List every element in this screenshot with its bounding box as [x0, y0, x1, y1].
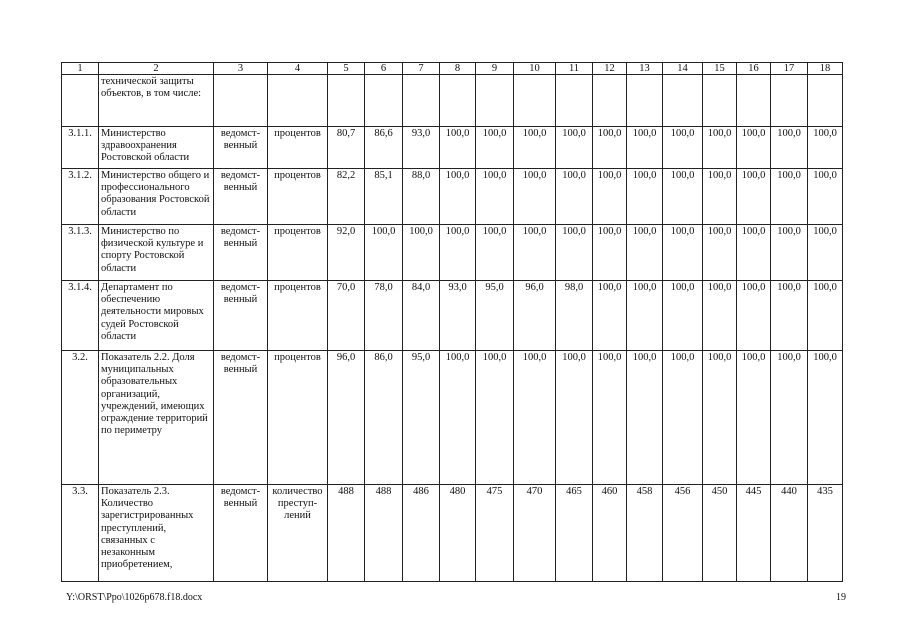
value-cell: 82,2 [328, 169, 365, 225]
indicators-table [61, 62, 843, 582]
column-number-header: 8 [440, 63, 476, 75]
value-cell: 100,0 [703, 281, 737, 351]
value-cell: 100,0 [514, 225, 556, 281]
value-cell: 100,0 [663, 127, 703, 169]
value-cell: 488 [328, 485, 365, 582]
value-cell: 100,0 [593, 169, 627, 225]
column-number-header: 6 [365, 63, 403, 75]
column-number-header: 18 [808, 63, 843, 75]
table-row [62, 281, 843, 351]
value-cell: 450 [703, 485, 737, 582]
value-cell: 100,0 [476, 351, 514, 485]
table-row [62, 127, 843, 169]
value-cell [593, 75, 627, 127]
indicator-name: Министерство здравоохранения Ростовской области [99, 127, 214, 169]
document-path: Y:\ORST\Ppo\1026p678.f18.docx [66, 592, 203, 603]
value-cell: 445 [737, 485, 771, 582]
value-cell [365, 75, 403, 127]
value-cell: 460 [593, 485, 627, 582]
value-cell: 486 [403, 485, 440, 582]
value-cell: 100,0 [556, 225, 593, 281]
value-cell: 100,0 [556, 351, 593, 485]
table-row [62, 351, 843, 485]
table-row [62, 225, 843, 281]
row-number: 3.2. [62, 351, 99, 485]
value-cell: 435 [808, 485, 843, 582]
value-cell: 100,0 [440, 169, 476, 225]
value-cell: 100,0 [440, 351, 476, 485]
value-cell: 480 [440, 485, 476, 582]
indicator-type: ведомст-венный [214, 169, 268, 225]
row-number: 3.1.3. [62, 225, 99, 281]
page-number: 19 [836, 592, 846, 603]
column-number-header: 12 [593, 63, 627, 75]
value-cell: 100,0 [703, 127, 737, 169]
column-number-header: 16 [737, 63, 771, 75]
value-cell: 100,0 [703, 225, 737, 281]
value-cell [556, 75, 593, 127]
value-cell [703, 75, 737, 127]
indicator-name: Показатель 2.2. Доля муниципальных образовательных организаций, учреждений, имеющих ограждение территорий по периметру [99, 351, 214, 485]
value-cell: 465 [556, 485, 593, 582]
column-number-header: 4 [268, 63, 328, 75]
value-cell: 100,0 [663, 169, 703, 225]
value-cell: 100,0 [737, 281, 771, 351]
value-cell [514, 75, 556, 127]
indicator-type: ведомст-венный [214, 225, 268, 281]
value-cell: 100,0 [627, 127, 663, 169]
value-cell: 85,1 [365, 169, 403, 225]
indicator-unit: процентов [268, 351, 328, 485]
value-cell [627, 75, 663, 127]
value-cell: 100,0 [556, 169, 593, 225]
value-cell: 100,0 [771, 225, 808, 281]
value-cell: 100,0 [365, 225, 403, 281]
indicator-name: Показатель 2.3. Количество зарегистрированных преступлений, связанных с незаконным приобретением, [99, 485, 214, 582]
value-cell: 488 [365, 485, 403, 582]
value-cell: 100,0 [663, 281, 703, 351]
row-number: 3.1.1. [62, 127, 99, 169]
indicator-type: ведомст-венный [214, 127, 268, 169]
value-cell: 100,0 [593, 127, 627, 169]
indicator-type [214, 75, 268, 127]
value-cell: 100,0 [627, 225, 663, 281]
value-cell: 458 [627, 485, 663, 582]
column-number-header: 14 [663, 63, 703, 75]
indicator-type: ведомст-венный [214, 351, 268, 485]
indicator-unit: процентов [268, 127, 328, 169]
value-cell: 84,0 [403, 281, 440, 351]
column-number-header: 3 [214, 63, 268, 75]
value-cell: 93,0 [403, 127, 440, 169]
value-cell: 456 [663, 485, 703, 582]
value-cell [663, 75, 703, 127]
value-cell: 100,0 [771, 169, 808, 225]
value-cell [737, 75, 771, 127]
value-cell [440, 75, 476, 127]
value-cell: 100,0 [808, 127, 843, 169]
column-number-header: 15 [703, 63, 737, 75]
value-cell: 70,0 [328, 281, 365, 351]
value-cell: 100,0 [476, 127, 514, 169]
value-cell: 100,0 [593, 225, 627, 281]
value-cell: 100,0 [808, 351, 843, 485]
table-row [62, 75, 843, 127]
indicator-unit: процентов [268, 225, 328, 281]
value-cell [403, 75, 440, 127]
value-cell: 78,0 [365, 281, 403, 351]
column-number-header: 10 [514, 63, 556, 75]
value-cell: 100,0 [663, 225, 703, 281]
value-cell: 100,0 [771, 281, 808, 351]
column-number-header: 17 [771, 63, 808, 75]
row-number [62, 75, 99, 127]
value-cell: 100,0 [703, 169, 737, 225]
value-cell: 100,0 [703, 351, 737, 485]
value-cell: 100,0 [403, 225, 440, 281]
table-row [62, 485, 843, 582]
row-number: 3.3. [62, 485, 99, 582]
value-cell: 100,0 [476, 225, 514, 281]
indicator-type: ведомст-венный [214, 485, 268, 582]
indicator-name: Департамент по обеспечению деятельности мировых судей Ростовской области [99, 281, 214, 351]
indicator-name: Министерство по физической культуре и спорту Ростовской области [99, 225, 214, 281]
column-number-header: 5 [328, 63, 365, 75]
indicator-name: технической защиты объектов, в том числе: [99, 75, 214, 127]
column-number-header: 13 [627, 63, 663, 75]
value-cell: 95,0 [476, 281, 514, 351]
value-cell: 100,0 [627, 281, 663, 351]
value-cell: 100,0 [440, 127, 476, 169]
value-cell: 96,0 [514, 281, 556, 351]
value-cell: 100,0 [440, 225, 476, 281]
value-cell: 100,0 [593, 351, 627, 485]
row-number: 3.1.4. [62, 281, 99, 351]
value-cell: 100,0 [737, 225, 771, 281]
value-cell: 100,0 [627, 351, 663, 485]
value-cell: 100,0 [476, 169, 514, 225]
value-cell: 100,0 [808, 225, 843, 281]
value-cell: 100,0 [556, 127, 593, 169]
row-number: 3.1.2. [62, 169, 99, 225]
value-cell [771, 75, 808, 127]
value-cell: 100,0 [663, 351, 703, 485]
column-number-header: 2 [99, 63, 214, 75]
column-number-header: 11 [556, 63, 593, 75]
value-cell: 96,0 [328, 351, 365, 485]
value-cell: 95,0 [403, 351, 440, 485]
value-cell: 100,0 [808, 169, 843, 225]
value-cell: 100,0 [514, 127, 556, 169]
value-cell: 98,0 [556, 281, 593, 351]
value-cell: 80,7 [328, 127, 365, 169]
value-cell: 88,0 [403, 169, 440, 225]
value-cell: 100,0 [514, 351, 556, 485]
value-cell: 100,0 [737, 351, 771, 485]
value-cell: 92,0 [328, 225, 365, 281]
column-number-header: 7 [403, 63, 440, 75]
indicator-type: ведомст-венный [214, 281, 268, 351]
value-cell: 470 [514, 485, 556, 582]
value-cell: 100,0 [627, 169, 663, 225]
value-cell [328, 75, 365, 127]
value-cell: 93,0 [440, 281, 476, 351]
value-cell: 100,0 [514, 169, 556, 225]
value-cell: 100,0 [771, 127, 808, 169]
indicator-name: Министерство общего и профессионального образования Ростовской области [99, 169, 214, 225]
value-cell: 86,6 [365, 127, 403, 169]
value-cell: 475 [476, 485, 514, 582]
value-cell: 100,0 [808, 281, 843, 351]
indicator-unit: процентов [268, 169, 328, 225]
value-cell: 100,0 [737, 169, 771, 225]
table-row [62, 169, 843, 225]
indicator-unit: количество преступ-лений [268, 485, 328, 582]
value-cell: 100,0 [771, 351, 808, 485]
value-cell: 440 [771, 485, 808, 582]
value-cell [808, 75, 843, 127]
column-number-header: 9 [476, 63, 514, 75]
value-cell [476, 75, 514, 127]
value-cell: 100,0 [737, 127, 771, 169]
indicator-unit [268, 75, 328, 127]
header-row [62, 63, 843, 75]
value-cell: 100,0 [593, 281, 627, 351]
column-number-header: 1 [62, 63, 99, 75]
indicator-unit: процентов [268, 281, 328, 351]
value-cell: 86,0 [365, 351, 403, 485]
